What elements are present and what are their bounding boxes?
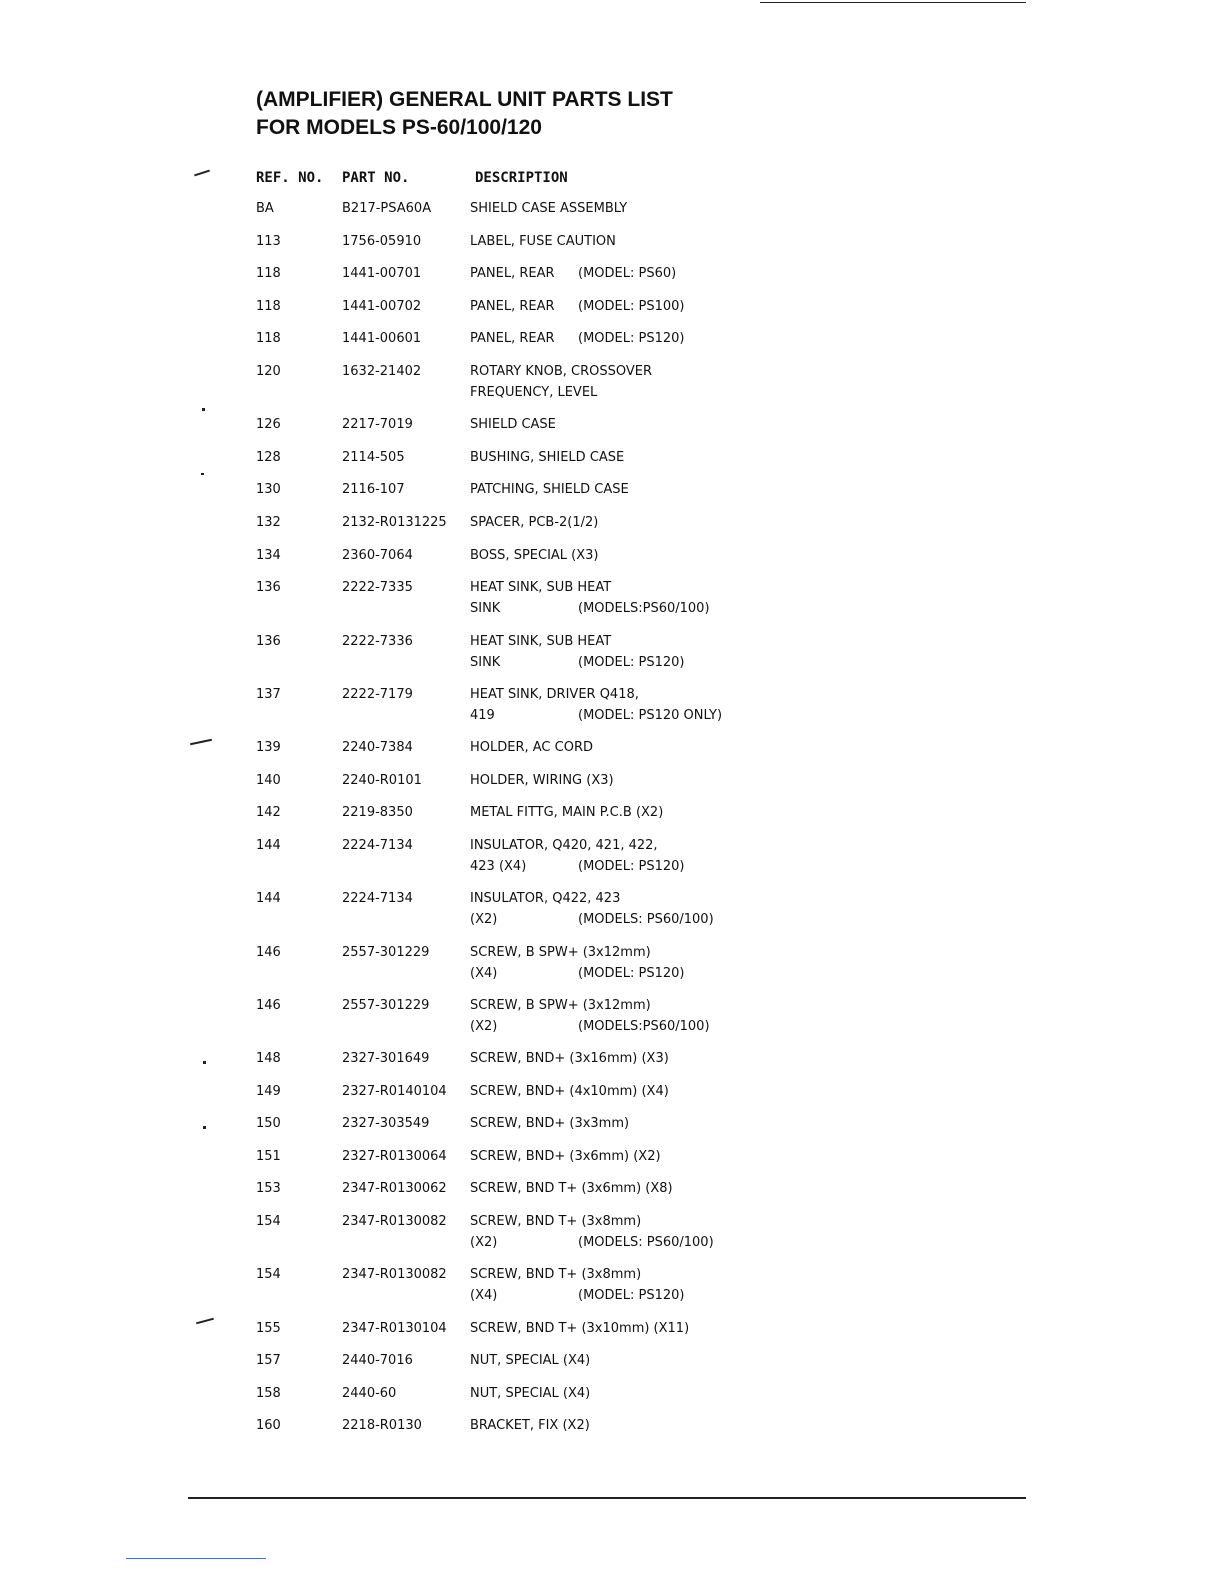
description-cell bbox=[470, 447, 624, 468]
ref-no-cell: 120 bbox=[256, 363, 281, 379]
model-note: (MODEL: PS100) bbox=[578, 298, 685, 314]
part-no-cell: 2224-7134 bbox=[342, 891, 413, 907]
description-text: SINK bbox=[470, 654, 501, 670]
description-line bbox=[470, 598, 710, 619]
description-text: INSULATOR, Q420, 421, 422, bbox=[470, 837, 658, 853]
description-line bbox=[470, 231, 616, 252]
description-cell bbox=[470, 684, 723, 726]
description-text: HOLDER, WIRING (X3) bbox=[470, 772, 614, 788]
description-line bbox=[470, 1232, 714, 1253]
description-text: (X2) bbox=[470, 1018, 498, 1034]
part-no-cell: 2440-60 bbox=[342, 1385, 397, 1401]
description-line bbox=[470, 479, 629, 500]
description-cell bbox=[470, 995, 710, 1037]
part-no-cell: 2240-R0101 bbox=[342, 772, 422, 788]
ref-no-cell: 136 bbox=[256, 633, 281, 649]
ref-no-cell: 154 bbox=[256, 1267, 281, 1283]
description-line bbox=[470, 1415, 590, 1436]
header-description: DESCRIPTION bbox=[475, 170, 568, 186]
part-no-cell: 1441-00701 bbox=[342, 266, 422, 282]
model-note: (MODEL: PS60) bbox=[578, 266, 677, 282]
model-note: (MODEL: PS120) bbox=[578, 858, 685, 874]
description-text: BUSHING, SHIELD CASE bbox=[470, 449, 625, 465]
table-row bbox=[0, 1176, 1224, 1209]
description-text: (X2) bbox=[470, 1235, 498, 1251]
description-cell bbox=[470, 1318, 689, 1339]
ref-no-cell: 160 bbox=[256, 1418, 281, 1434]
description-cell bbox=[470, 545, 599, 566]
description-cell bbox=[470, 770, 614, 791]
ref-no-cell: 118 bbox=[256, 266, 281, 282]
description-line bbox=[470, 1178, 673, 1199]
part-no-cell: 2217-7019 bbox=[342, 417, 413, 433]
description-text: SCREW, B SPW+ (3x12mm) bbox=[470, 997, 651, 1013]
description-cell bbox=[470, 888, 714, 930]
description-cell bbox=[470, 328, 685, 349]
description-text: (X2) bbox=[470, 912, 498, 928]
table-row bbox=[0, 682, 1224, 735]
description-line bbox=[470, 888, 620, 909]
description-line bbox=[470, 577, 611, 598]
ref-no-cell: 136 bbox=[256, 580, 281, 596]
part-no-cell: 2557-301229 bbox=[342, 944, 430, 960]
part-no-cell: 2327-301649 bbox=[342, 1051, 430, 1067]
table-row bbox=[0, 735, 1224, 768]
description-line bbox=[470, 263, 677, 284]
table-row bbox=[0, 1079, 1224, 1112]
table-row bbox=[0, 1381, 1224, 1414]
model-note: (MODELS:PS60/100) bbox=[578, 1018, 710, 1034]
part-no-cell: 2347-R0130062 bbox=[342, 1181, 447, 1197]
table-row bbox=[0, 412, 1224, 445]
part-no-cell: 1441-00601 bbox=[342, 331, 422, 347]
description-cell bbox=[470, 296, 685, 317]
ref-no-cell: 142 bbox=[256, 805, 281, 821]
part-no-cell: 2222-7336 bbox=[342, 633, 413, 649]
description-line bbox=[470, 684, 639, 705]
description-cell bbox=[470, 414, 556, 435]
description-cell bbox=[470, 1264, 685, 1306]
part-no-cell: 2224-7134 bbox=[342, 837, 413, 853]
description-line bbox=[470, 705, 723, 726]
description-line bbox=[470, 802, 663, 823]
description-line bbox=[470, 1383, 590, 1404]
table-row bbox=[0, 768, 1224, 801]
ref-no-cell: 149 bbox=[256, 1083, 281, 1099]
description-text: SHIELD CASE bbox=[470, 417, 556, 433]
description-text: NUT, SPECIAL (X4) bbox=[470, 1385, 591, 1401]
description-line bbox=[470, 1146, 661, 1167]
ref-no-cell: 128 bbox=[256, 449, 281, 465]
description-line bbox=[470, 631, 611, 652]
part-no-cell: 2132-R0131225 bbox=[342, 515, 447, 531]
description-text: PATCHING, SHIELD CASE bbox=[470, 482, 629, 498]
description-line bbox=[470, 909, 714, 930]
part-no-cell: 2222-7335 bbox=[342, 580, 413, 596]
description-line bbox=[470, 1318, 689, 1339]
part-no-cell: B217-PSA60A bbox=[342, 201, 432, 216]
description-line bbox=[470, 1211, 641, 1232]
ref-no-cell: 151 bbox=[256, 1148, 281, 1164]
description-line bbox=[470, 296, 685, 317]
ref-no-cell: 126 bbox=[256, 417, 281, 433]
model-note: (MODELS: PS60/100) bbox=[578, 912, 714, 928]
table-row bbox=[0, 833, 1224, 886]
table-row bbox=[0, 993, 1224, 1046]
description-cell bbox=[470, 942, 685, 984]
ref-no-cell: 157 bbox=[256, 1353, 281, 1369]
part-no-cell: 2327-303549 bbox=[342, 1116, 430, 1132]
description-text: SCREW, BND+ (4x10mm) (X4) bbox=[470, 1083, 669, 1099]
description-cell bbox=[470, 1081, 669, 1102]
model-note: (MODEL: PS120) bbox=[578, 965, 685, 981]
table-row bbox=[0, 1111, 1224, 1144]
parts-table bbox=[0, 196, 1224, 1446]
description-text: 423 (X4) bbox=[470, 858, 527, 874]
description-text: SCREW, BND T+ (3x8mm) bbox=[470, 1214, 642, 1230]
description-cell bbox=[470, 263, 677, 284]
part-no-cell: 2440-7016 bbox=[342, 1353, 413, 1369]
description-line bbox=[470, 414, 556, 435]
ref-no-cell: 134 bbox=[256, 547, 281, 563]
ref-no-cell: 140 bbox=[256, 772, 281, 788]
description-text: METAL FITTG, MAIN P.C.B (X2) bbox=[470, 805, 664, 821]
description-text: SCREW, BND+ (3x3mm) bbox=[470, 1116, 630, 1132]
table-row bbox=[0, 1046, 1224, 1079]
ref-no-cell: 118 bbox=[256, 298, 281, 314]
description-line bbox=[470, 1081, 669, 1102]
description-cell bbox=[470, 479, 629, 500]
description-text: HEAT SINK, SUB HEAT bbox=[470, 580, 612, 596]
description-cell bbox=[470, 231, 616, 252]
description-line bbox=[470, 856, 685, 877]
ref-no-cell: 146 bbox=[256, 997, 281, 1013]
ref-no-cell: 158 bbox=[256, 1385, 281, 1401]
table-row bbox=[0, 229, 1224, 262]
table-row bbox=[0, 940, 1224, 993]
ref-no-cell: 130 bbox=[256, 482, 281, 498]
description-line bbox=[470, 512, 598, 533]
description-text: PANEL, REAR bbox=[470, 331, 555, 347]
model-note: (MODELS: PS60/100) bbox=[578, 1235, 714, 1251]
description-text: SCREW, B SPW+ (3x12mm) bbox=[470, 944, 651, 960]
description-text: FREQUENCY, LEVEL bbox=[470, 384, 598, 400]
table-row bbox=[0, 1144, 1224, 1177]
description-line bbox=[470, 1285, 685, 1306]
part-no-cell: 2557-301229 bbox=[342, 997, 430, 1013]
description-cell bbox=[470, 198, 627, 219]
description-cell bbox=[470, 1383, 590, 1404]
description-line bbox=[470, 382, 652, 403]
description-text: 419 bbox=[470, 707, 495, 723]
title-line-2: FOR MODELS PS-60/100/120 bbox=[256, 116, 542, 139]
description-text: BRACKET, FIX (X2) bbox=[470, 1418, 590, 1434]
description-cell bbox=[470, 577, 710, 619]
description-line bbox=[470, 995, 651, 1016]
table-row bbox=[0, 294, 1224, 327]
ref-no-cell: 118 bbox=[256, 331, 281, 347]
description-line bbox=[470, 545, 599, 566]
description-text: HOLDER, AC CORD bbox=[470, 740, 593, 756]
ref-no-cell: 154 bbox=[256, 1214, 281, 1230]
description-text: SINK bbox=[470, 601, 501, 617]
table-row bbox=[0, 1413, 1224, 1446]
table-row bbox=[0, 359, 1224, 412]
description-line bbox=[470, 1350, 590, 1371]
ref-no-cell: 139 bbox=[256, 740, 281, 756]
description-text: ROTARY KNOB, CROSSOVER bbox=[470, 363, 653, 379]
part-no-cell: 2327-R0140104 bbox=[342, 1083, 447, 1099]
table-row bbox=[0, 1209, 1224, 1262]
bottom-rule bbox=[188, 1497, 1026, 1499]
ref-no-cell: 155 bbox=[256, 1320, 281, 1336]
model-note: (MODEL: PS120) bbox=[578, 1288, 685, 1304]
description-text: BOSS, SPECIAL (X3) bbox=[470, 547, 599, 563]
ref-no-cell: 150 bbox=[256, 1116, 281, 1132]
model-note: (MODEL: PS120 ONLY) bbox=[578, 707, 723, 723]
description-text: SCREW, BND+ (3x16mm) (X3) bbox=[470, 1051, 669, 1067]
description-text: INSULATOR, Q422, 423 bbox=[470, 891, 621, 907]
table-row bbox=[0, 510, 1224, 543]
ref-no-cell: 146 bbox=[256, 944, 281, 960]
description-text: SCREW, BND+ (3x6mm) (X2) bbox=[470, 1148, 661, 1164]
description-text: SCREW, BND T+ (3x8mm) bbox=[470, 1267, 642, 1283]
header-part-no: PART NO. bbox=[342, 170, 410, 186]
description-line bbox=[470, 1048, 669, 1069]
description-cell bbox=[470, 1178, 673, 1199]
ref-no-cell: BA bbox=[256, 201, 274, 216]
description-cell bbox=[470, 1113, 629, 1134]
description-line bbox=[470, 942, 651, 963]
page-title bbox=[256, 86, 673, 142]
header-ref-no: REF. NO. bbox=[256, 170, 324, 186]
description-cell bbox=[470, 1350, 590, 1371]
description-line bbox=[470, 1113, 629, 1134]
ref-no-cell: 144 bbox=[256, 891, 281, 907]
ref-no-cell: 132 bbox=[256, 515, 281, 531]
table-row bbox=[0, 886, 1224, 939]
ref-no-cell: 113 bbox=[256, 233, 281, 249]
part-no-cell: 2222-7179 bbox=[342, 686, 413, 702]
description-cell bbox=[470, 737, 593, 758]
table-row bbox=[0, 1262, 1224, 1315]
description-cell bbox=[470, 361, 652, 403]
description-cell bbox=[470, 1211, 714, 1253]
table-row bbox=[0, 575, 1224, 628]
description-text: SHIELD CASE ASSEMBLY bbox=[470, 201, 628, 216]
part-no-cell: 2347-R0130082 bbox=[342, 1267, 447, 1283]
description-line bbox=[470, 737, 593, 758]
description-text: HEAT SINK, SUB HEAT bbox=[470, 633, 612, 649]
part-no-cell: 2116-107 bbox=[342, 482, 405, 498]
table-row bbox=[0, 543, 1224, 576]
description-cell bbox=[470, 631, 685, 673]
part-no-cell: 1632-21402 bbox=[342, 363, 422, 379]
table-row bbox=[0, 1316, 1224, 1349]
description-line bbox=[470, 328, 685, 349]
description-line bbox=[470, 652, 685, 673]
description-text: NUT, SPECIAL (X4) bbox=[470, 1353, 591, 1369]
table-row bbox=[0, 326, 1224, 359]
table-row bbox=[0, 261, 1224, 294]
part-no-cell: 2114-505 bbox=[342, 449, 405, 465]
description-cell bbox=[470, 1146, 661, 1167]
model-note: (MODEL: PS120) bbox=[578, 331, 685, 347]
description-cell bbox=[470, 512, 598, 533]
part-no-cell: 2327-R0130064 bbox=[342, 1148, 447, 1164]
description-line bbox=[470, 198, 627, 219]
description-text: PANEL, REAR bbox=[470, 298, 555, 314]
part-no-cell: 2240-7384 bbox=[342, 740, 413, 756]
description-text: SCREW, BND T+ (3x6mm) (X8) bbox=[470, 1181, 673, 1197]
part-no-cell: 2219-8350 bbox=[342, 805, 413, 821]
model-note: (MODELS:PS60/100) bbox=[578, 601, 710, 617]
description-text: HEAT SINK, DRIVER Q418, bbox=[470, 686, 639, 702]
ref-no-cell: 148 bbox=[256, 1051, 281, 1067]
top-rule bbox=[760, 2, 1026, 3]
footer-link-rule bbox=[126, 1558, 266, 1559]
ref-no-cell: 144 bbox=[256, 837, 281, 853]
description-text: SPACER, PCB-2(1/2) bbox=[470, 515, 599, 531]
part-no-cell: 1441-00702 bbox=[342, 298, 422, 314]
part-no-cell: 1756-05910 bbox=[342, 233, 422, 249]
description-line bbox=[470, 447, 624, 468]
description-line bbox=[470, 963, 685, 984]
table-row bbox=[0, 445, 1224, 478]
description-cell bbox=[470, 835, 685, 877]
part-no-cell: 2360-7064 bbox=[342, 547, 413, 563]
table-row bbox=[0, 196, 1224, 229]
description-text: LABEL, FUSE CAUTION bbox=[470, 233, 616, 249]
table-row bbox=[0, 477, 1224, 510]
description-text: PANEL, REAR bbox=[470, 266, 555, 282]
table-row bbox=[0, 1348, 1224, 1381]
description-line bbox=[470, 361, 652, 382]
ref-no-cell: 153 bbox=[256, 1181, 281, 1197]
part-no-cell: 2347-R0130104 bbox=[342, 1320, 447, 1336]
part-no-cell: 2347-R0130082 bbox=[342, 1214, 447, 1230]
description-cell bbox=[470, 802, 663, 823]
description-line bbox=[470, 835, 658, 856]
column-headers bbox=[0, 170, 1224, 192]
description-line bbox=[470, 1016, 710, 1037]
model-note: (MODEL: PS120) bbox=[578, 654, 685, 670]
description-text: SCREW, BND T+ (3x10mm) (X11) bbox=[470, 1320, 690, 1336]
description-cell bbox=[470, 1415, 590, 1436]
title-line-1: (AMPLIFIER) GENERAL UNIT PARTS LIST bbox=[256, 88, 673, 111]
part-no-cell: 2218-R0130 bbox=[342, 1418, 422, 1434]
description-text: (X4) bbox=[470, 1288, 498, 1304]
description-line bbox=[470, 770, 614, 791]
table-row bbox=[0, 629, 1224, 682]
description-cell bbox=[470, 1048, 669, 1069]
description-line bbox=[470, 1264, 641, 1285]
table-row bbox=[0, 800, 1224, 833]
ref-no-cell: 137 bbox=[256, 686, 281, 702]
description-text: (X4) bbox=[470, 965, 498, 981]
